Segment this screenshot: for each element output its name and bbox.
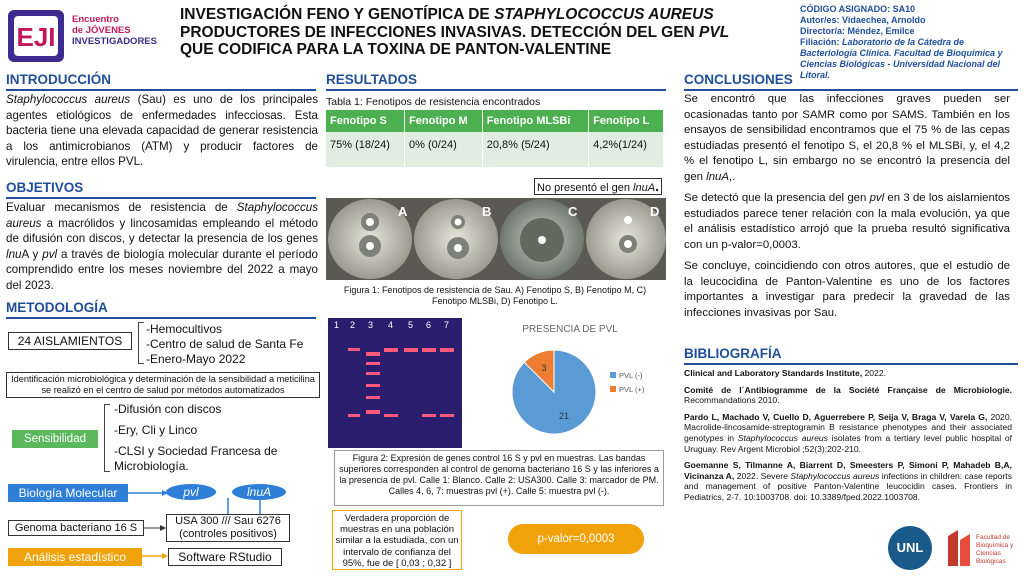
logo-line1: Encuentro — [72, 14, 119, 25]
figure1-caption: Figura 1: Fenotipos de resistencia de Sau. A) Fenotipo S, B) Fenotipo M, C) Fenotipo MLSBi, D) Fenotipo L. — [343, 285, 647, 306]
sens-2: -Ery, Cli y Linco — [114, 423, 198, 437]
table-header-row — [326, 110, 664, 132]
logo-line3: INVESTIGADORES — [72, 36, 157, 47]
resultados-heading: RESULTADOS — [326, 72, 666, 91]
legend-swatch — [610, 372, 616, 378]
code-line3: Director/a: Méndez, Emilce — [800, 26, 915, 36]
filiacion-text: Laboratorio de la Cátedra de Bacteriología Clínica. Facultad de Bioquímica y Ciencias Biológicas - Universidad Nacional del Litoral. — [800, 37, 1003, 80]
genoma-box: Genoma bacteriano 16 S — [8, 520, 144, 536]
eji-logo-text — [72, 14, 172, 47]
ref-1: Clinical and Laboratory Standards Institute, 2022. — [684, 368, 887, 378]
plate-label: C — [568, 204, 578, 219]
title-line2-b: PVL — [699, 23, 730, 41]
lnua-oval: lnuA — [232, 484, 286, 500]
fenotipos-table — [326, 110, 664, 167]
sensibilidad-box: Sensibilidad — [12, 430, 98, 448]
lane-label: 1 — [334, 320, 340, 330]
lane-label: 3 — [368, 320, 374, 330]
lane-label: 7 — [444, 320, 450, 330]
sensibilidad-list — [114, 402, 320, 474]
arrow-to-pvl — [128, 490, 168, 500]
intro-text: Staphylococcus aureus (Sau) es uno de los principales agentes etiológicos de enfermedades infecciosas. Esta bacteria tiene una elevada capacidad de generar resistencia a los antimicrobianos (ATM) y producir factores de virulencia, entre ellos PVL. — [6, 93, 319, 168]
table-cell: 75% (18/24) — [326, 132, 405, 167]
sensibilidad-bracket — [104, 404, 110, 472]
figure2-box — [334, 450, 664, 506]
table-cell: 0% (0/24) — [405, 132, 483, 167]
source-3: -Enero-Mayo 2022 — [146, 352, 246, 366]
conclusion-2: Se detectó que la presencia del gen pvl en 3 de los aislamientos estudiados parece tener relación con la mala evolución, ya que el análisis estadístico arrojó que la prueba resultó significativa con un p-valor=0,0003. — [684, 192, 1011, 251]
poster-title — [180, 6, 780, 59]
plate-label: D — [650, 204, 660, 219]
conclusion-3: Se concluye, coincidiendo con otros autores, que el estudio de la leucocidina de Panton-Valentine es uno de los factores importantes a investigar para predecir la gravedad de las infecciones invasivas por Sau. — [684, 260, 1010, 319]
conclusiones-heading: CONCLUSIONES — [684, 72, 1018, 91]
table-row — [326, 132, 664, 167]
plate-label: A — [398, 204, 408, 219]
biologia-molecular-box: Biología Molecular — [8, 484, 128, 502]
code-line1: CÓDIGO ASIGNADO: SA10 — [800, 4, 916, 14]
plate-label: B — [482, 204, 492, 219]
objetivos-heading: OBJETIVOS — [6, 180, 316, 199]
pie-title: PRESENCIA DE PVL — [522, 324, 618, 335]
pie-data-label: 21 — [558, 411, 569, 422]
code-info — [800, 4, 1022, 81]
source-1: -Hemocultivos — [146, 322, 223, 336]
legend-label: PVL (-) — [619, 371, 643, 380]
fbcb-line3: Ciencias Biológicas — [976, 550, 1006, 565]
legend-swatch — [610, 386, 616, 392]
table-cell: 4,2%(1/24) — [589, 132, 664, 167]
fbcb-line1: Facultad de — [976, 534, 1010, 541]
sens-3: -CLSI y Sociedad Francesa de Microbiología. — [114, 444, 278, 473]
aislamientos-bracket — [138, 322, 144, 364]
lane-label: 6 — [426, 320, 432, 330]
lane-label: 5 — [408, 320, 414, 330]
lane-label: 2 — [350, 320, 356, 330]
bibliografia-heading: BIBLIOGRAFÍA — [684, 346, 1018, 365]
table-header: Fenotipo MLSBi — [482, 110, 588, 132]
legend-label: PVL (+) — [619, 385, 645, 394]
gel-electrophoresis-image — [328, 318, 462, 448]
sens-1: -Difusión con discos — [114, 402, 222, 416]
table-header: Fenotipo M — [405, 110, 483, 132]
identificacion-box: Identificación microbiológica y determinación de la sensibilidad a meticilina se realizó en el centro de salud por métodos automatizados — [6, 372, 320, 398]
figure2-caption: Figura 2: Expresión de genes control 16 S y pvl en muestras. Las bandas superiores corresponden al control de genoma bacteriano 16 S y las inferiores a la presencia de pvl. Calle 1: Blanco. Calle 2: USA300. Calle 3: marcador de PM. Calles 4, 6, 7: muestras pvl (+). Calle 5: muestra pvl (-). — [339, 453, 659, 496]
pvl-pie-chart — [470, 318, 664, 448]
code-line2: Autor/es: Vidaechea, Arnoldo — [800, 15, 926, 25]
intro-heading: INTRODUCCIÓN — [6, 72, 316, 91]
controles-box: USA 300 /// Sau 6276 (controles positivos) — [166, 514, 290, 542]
ref-3: Pardo L, Machado V, Cuello D, Aguerrebere P, Seija V, Braga V, Varela G, 2020. Macrolide-lincosamide-streptogramin B resistance phenotypes and their associated genotypes in Staphylococcus aureus isolates from a tertiary level public hospital of Uruguay. Rev Argent Microbiol ;52(3):202-210. — [684, 411, 1012, 454]
objetivos-text: Evaluar mecanismos de resistencia de Staphylococcus aureus a macrólidos y lincosamidas empleando el método de difusión con discos, y detectar la presencia de los genes lnuA y pvl a través de biología molecular durante el período comprendido entre los meses noviembre del 2022 a mayo del 2023. — [6, 201, 318, 292]
metodologia-heading: METODOLOGÍA — [6, 300, 316, 319]
software-box: Software RStudio — [168, 548, 282, 566]
conclusiones-text — [684, 92, 1010, 321]
logo-letters: EJI — [16, 22, 56, 52]
lane-label: 4 — [388, 320, 394, 330]
pie-svg — [470, 318, 664, 448]
logo-line2: de JÓVENES — [72, 25, 131, 36]
pie-data-label: 3 — [541, 362, 547, 373]
ref-2: Comité de l´Antibiogramme de la Société Française de Microbiologie. Recommandations 2010. — [684, 384, 1012, 406]
aislamientos-sources — [146, 322, 303, 367]
analisis-box: Análisis estadístico — [8, 548, 142, 566]
aislamientos-box: 24 AISLAMIENTOS — [8, 332, 132, 350]
fbcb-line2: Bioquímica y — [976, 542, 1014, 549]
arrow-to-controles — [144, 524, 166, 534]
title-line1-b: STAPHYLOCOCCUS AUREUS — [494, 6, 714, 23]
eji-logo — [6, 8, 68, 64]
bibliografia-list — [684, 368, 1012, 503]
fbcb-logo — [944, 526, 1022, 572]
table-cell: 20,8% (5/24) — [482, 132, 588, 167]
pvl-oval: pvl — [166, 484, 216, 500]
arrow-to-software — [142, 552, 168, 562]
table-header: Fenotipo S — [326, 110, 405, 132]
conclusion-1: Se encontró que las infecciones graves pueden ser ocasionadas tanto por SAMR como por SAMS. También en los ensayos de sensibilidad encontramos que el 75 % de las cepas estudiadas presentó el fenotipo S, el 20,8 % el MLSBi, y, el 4,2 % el fenotipo L, sin embargo no se encontró la presencia del gen lnuA,. — [684, 93, 1010, 183]
pvalor-badge: p-valor=0,0003 — [508, 524, 644, 554]
petri-dishes-photo — [326, 198, 666, 280]
source-2: -Centro de salud de Santa Fe — [146, 337, 304, 351]
table-header: Fenotipo L — [589, 110, 664, 132]
table-caption: Tabla 1: Fenotipos de resistencia encontrados — [326, 96, 541, 108]
title-line2-a: PRODUCTORES DE INFECCIONES INVASIVAS. DETECCIÓN DEL GEN — [180, 23, 700, 41]
filiacion-label: Filiación: — [800, 37, 840, 47]
no-gen-box: No presentó el gen lnuA. — [534, 178, 662, 195]
title-line1-a: INVESTIGACIÓN FENO Y GENOTÍPICA DE — [180, 6, 495, 23]
ref-4: Goemanne S, Tilmanne A, Biarrent D, Smeesters P, Simoni P, Mahadeb B,A, Vicinanza A, 2022. Severe Staphylococcus aureus infections in children: case reports and management of positive Panton-Valentine leucocidin cases. Frontiers in Pediatrics, 2-7. 10:1003708. doi: 10.3389/fped.2022.1003708. — [684, 460, 1012, 502]
proporcion-box: Verdadera proporción de muestras en una población similar a la estudiada, con un intervalo de confianza del 95%, fue de [ 0,03 ; 0,32 ] — [332, 510, 462, 570]
unl-logo: UNL — [888, 526, 932, 570]
title-line3: QUE CODIFICA PARA LA TOXINA DE PANTON-VALENTINE — [180, 41, 612, 58]
